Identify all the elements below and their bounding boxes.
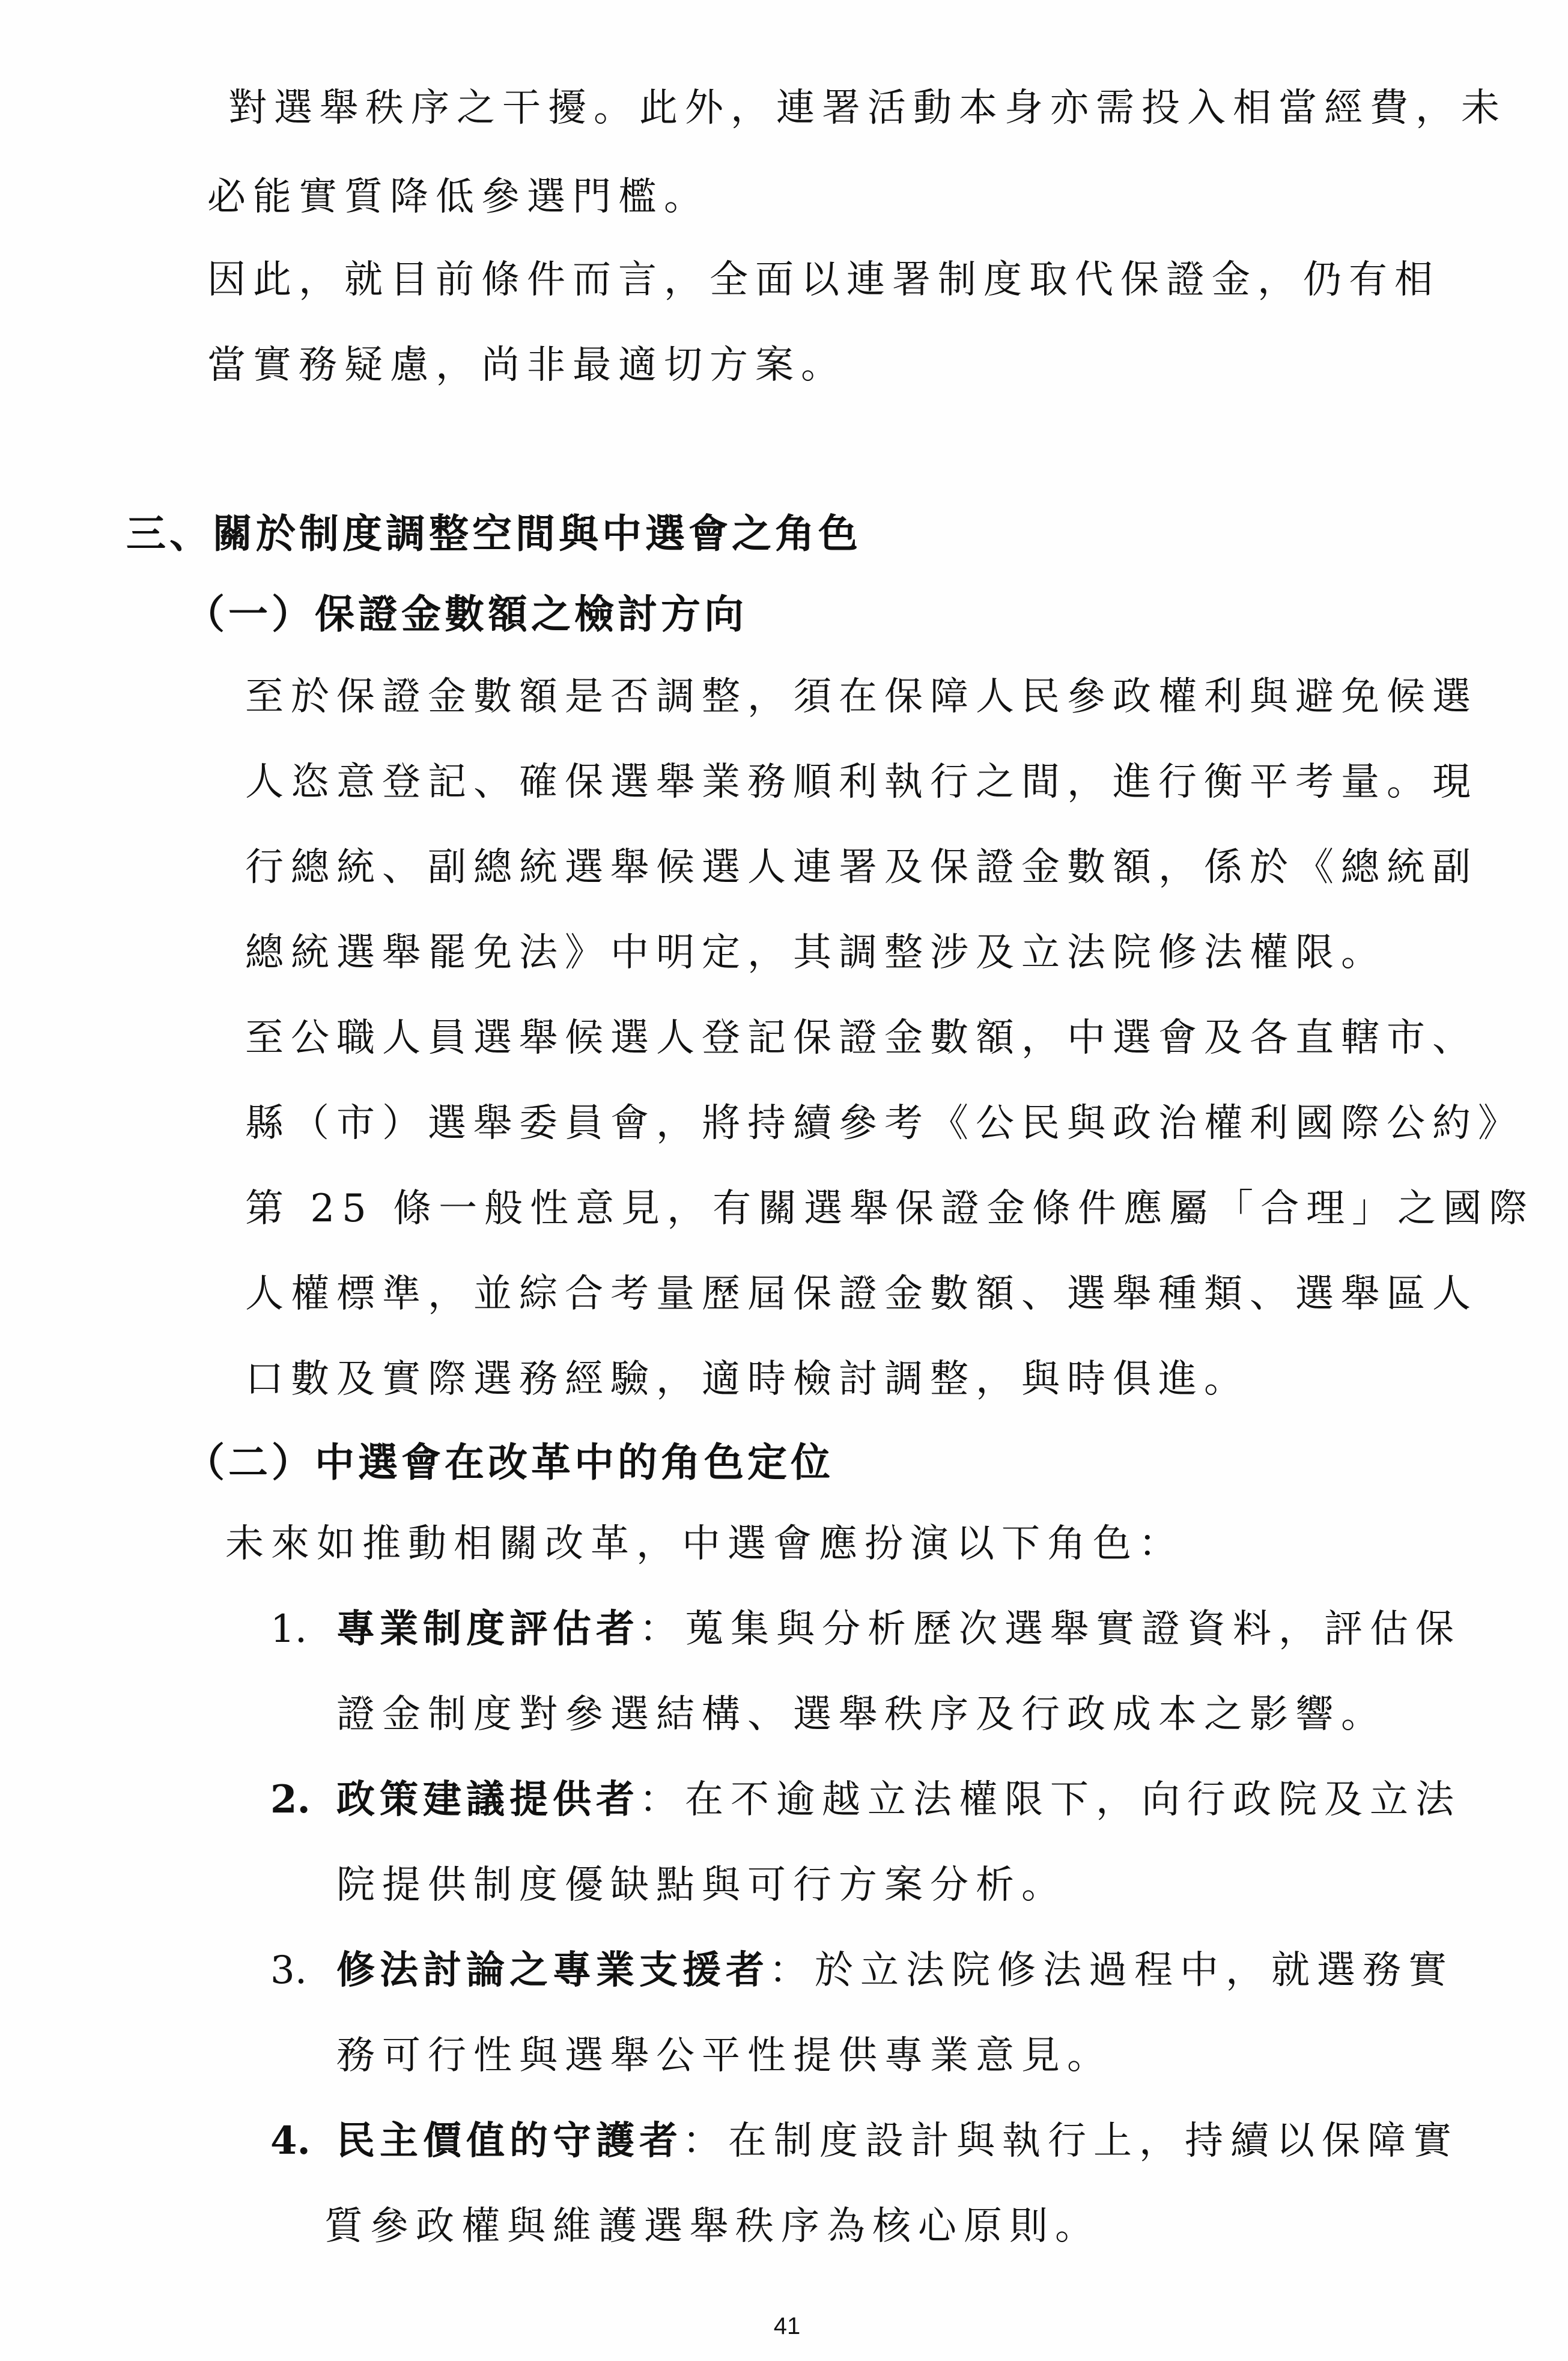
list-item-text: ：蒐集與分析歷次選舉實證資料，評估保 xyxy=(639,1607,1461,1651)
list-item-title: 政策建議提供者 xyxy=(336,1777,639,1822)
paragraph-line: 人權標準，並綜合考量歷屆保證金數額、選舉種類、選舉區人 xyxy=(245,1272,1478,1316)
list-item-title: 專業制度評估者 xyxy=(336,1606,639,1651)
page-number: 41 xyxy=(773,2313,801,2339)
paragraph-line: 必能實質降低參選門檻。 xyxy=(207,175,710,219)
list-item-title: 修法討論之專業支援者 xyxy=(336,1948,769,1993)
paragraph-line: 口數及實際選務經驗，適時檢討調整，與時俱進。 xyxy=(245,1357,1250,1402)
paragraph-line: 人恣意登記、確保選舉業務順利執行之間，進行衡平考量。現 xyxy=(245,760,1478,804)
list-item-title: 民主價值的守護者 xyxy=(336,2118,682,2163)
list-item-number: 3. xyxy=(270,1948,308,1993)
list-item-number: 2. xyxy=(270,1777,311,1822)
list-item-continuation: 院提供制度優缺點與可行方案分析。 xyxy=(336,1863,1067,1907)
paragraph-line: 對選舉秩序之干擾。此外，連署活動本身亦需投入相當經費，未 xyxy=(228,86,1507,130)
paragraph-line: 行總統、副總統選舉候選人連署及保證金數額，係於《總統副 xyxy=(245,845,1478,890)
list-item-continuation: 質參政權與維護選舉秩序為核心原則。 xyxy=(324,2204,1101,2249)
list-item-continuation: 務可行性與選舉公平性提供專業意見。 xyxy=(336,2034,1113,2078)
subsection-heading: （一）保證金數額之檢討方向 xyxy=(185,591,747,637)
list-item xyxy=(270,1605,1461,1653)
paragraph-line: 縣（市）選舉委員會，將持續參考《公民與政治權利國際公約》 xyxy=(245,1101,1524,1146)
list-item-number: 1. xyxy=(270,1607,308,1651)
paragraph-line: 總統選舉罷免法》中明定，其調整涉及立法院修法權限。 xyxy=(245,931,1387,975)
list-item-number: 4. xyxy=(270,2118,311,2163)
list-item xyxy=(270,1776,1461,1824)
paragraph-line: 至公職人員選舉候選人登記保證金數額，中選會及各直轄市、 xyxy=(245,1016,1478,1060)
paragraph-line: 當實務疑慮，尚非最適切方案。 xyxy=(207,343,846,387)
list-item-text: ：於立法院修法過程中，就選務實 xyxy=(769,1948,1454,1993)
list-item-continuation: 證金制度對參選結構、選舉秩序及行政成本之影響。 xyxy=(336,1692,1387,1737)
list-item xyxy=(270,2117,1459,2165)
paragraph-line: 因此，就目前條件而言，全面以連署制度取代保證金，仍有相 xyxy=(207,258,1440,302)
section-heading: 三、關於制度調整空間與中選會之角色 xyxy=(126,510,861,557)
list-item-text: ：在不逾越立法權限下，向行政院及立法 xyxy=(639,1778,1461,1822)
paragraph-line: 第 25 條一般性意見，有關選舉保證金條件應屬「合理」之國際 xyxy=(245,1187,1535,1231)
paragraph-line: 未來如推動相關改革，中選會應扮演以下角色： xyxy=(225,1522,1184,1566)
list-item xyxy=(270,1946,1454,1995)
list-item-text: ：在制度設計與執行上，持續以保障實 xyxy=(682,2119,1459,2163)
subsection-heading: （二）中選會在改革中的角色定位 xyxy=(185,1439,834,1486)
paragraph-line: 至於保證金數額是否調整，須在保障人民參政權利與避免候選 xyxy=(245,675,1478,719)
